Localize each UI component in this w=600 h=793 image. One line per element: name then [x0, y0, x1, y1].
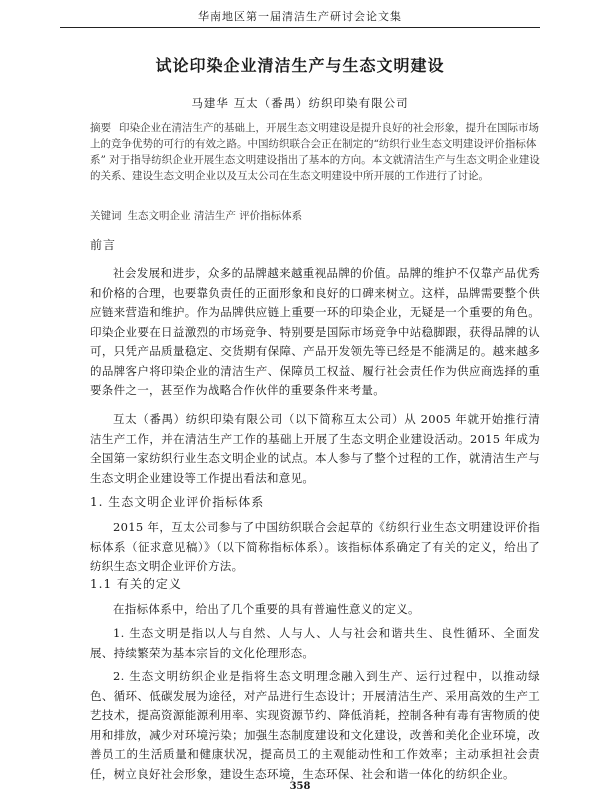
abstract-label: 摘要 — [90, 122, 111, 134]
abstract-text: 印染企业在清洁生产的基础上，开展生态文明建设是提升良好的社会形象，提升在国际市场上的竞争优势的可行的有效之路。中国纺织联合会正在制定的“纺织行业生态文明建设评价指标体系” 对于指导纺织企业开展生态文明建设指出了基本的方向。本文就清洁生产与生态文明企业建设的关系、建设生态文明企业以及互太公司在生态文明建设中所开展的工作进行了讨论。 — [90, 122, 540, 182]
section-heading-preface: 前言 — [90, 238, 117, 252]
keywords-text: 生态文明企业 清洁生产 评价指标体系 — [127, 210, 303, 222]
paper-title: 试论印染企业清洁生产与生态文明建设 — [155, 56, 445, 75]
section-heading-1-1: 1.1 有关的定义 — [90, 577, 182, 591]
running-header: 华南地区第一届清洁生产研讨会论文集 — [60, 8, 540, 28]
keywords — [90, 208, 540, 224]
paragraph-4: 在指标体系中，给出了几个重要的具有普遍性意义的定义。 — [113, 602, 420, 616]
keywords-label: 关键词 — [90, 210, 122, 222]
paragraph-5: 1. 生态文明是指以人与自然、人与人、人与社会和谐共生、良性循环、全面发展、持续繁荣为基本宗旨的文化伦理形态。 — [90, 626, 540, 660]
author-line: 马建华 互太（番禺）纺织印染有限公司 — [191, 96, 409, 110]
abstract — [90, 120, 540, 184]
paragraph-2: 互太（番禺）纺织印染有限公司（以下简称互太公司）从 2005 年就开始推行清洁生产工作，并在清洁生产工作的基础上开展了生态文明企业建设活动。2015 年成为全国第一家纺织行业生态文明企业的试点。本人参与了整个过程的工作，就清洁生产与生态文明企业建设等工作提出看法和意见。 — [90, 412, 540, 485]
paragraph-1: 社会发展和进步，众多的品牌越来越重视品牌的价值。品牌的维护不仅靠产品优秀和价格的合理，也要靠负责任的正面形象和良好的口碑来树立。这样，品牌需要整个供应链来营造和维护。作为品牌供应链上重要一环的印染企业，无疑是一个重要的角色。印染企业要在日益激烈的市场竞争、特别要是国际市场竞争中站稳脚跟，获得品牌的认可，只凭产品质量稳定、交货期有保障、产品开发领先等已经是不能满足的。越来越多的品牌客户将印染企业的清洁生产、保障员工权益、履行社会责任作为供应商选择的重要条件之一，甚至作为战略合作伙伴的重要条件来考量。 — [90, 266, 540, 397]
paragraph-6: 2. 生态文明纺织企业是指将生态文明理念融入到生产、运行过程中，以推动绿色、循环、低碳发展为途径，对产品进行生态设计；开展清洁生产、采用高效的生产工艺技术，提高资源能源利用率、实现资源节约、降低消耗，控制各种有毒有害物质的使用和排放，减少对环境污染；加强生态制度建设和文化建设，改善和美化企业环境，改善员工的生活质量和健康状况，提高员工的主观能动性和工作效率；主动承担社会责任，树立良好社会形象，建设生态环境，生态环保、社会和谐一体化的纺织企业。 — [90, 669, 540, 781]
section-heading-1: 1. 生态文明企业评价指标体系 — [90, 495, 265, 509]
paragraph-3: 2015 年，互太公司参与了中国纺织联合会起草的《纺织行业生态文明建设评价指标体系（征求意见稿）》（以下简称指标体系）。该指标体系确定了有关的定义，给出了纺织生态文明企业评价方法。 — [90, 520, 540, 573]
page-number: 358 — [289, 781, 311, 792]
